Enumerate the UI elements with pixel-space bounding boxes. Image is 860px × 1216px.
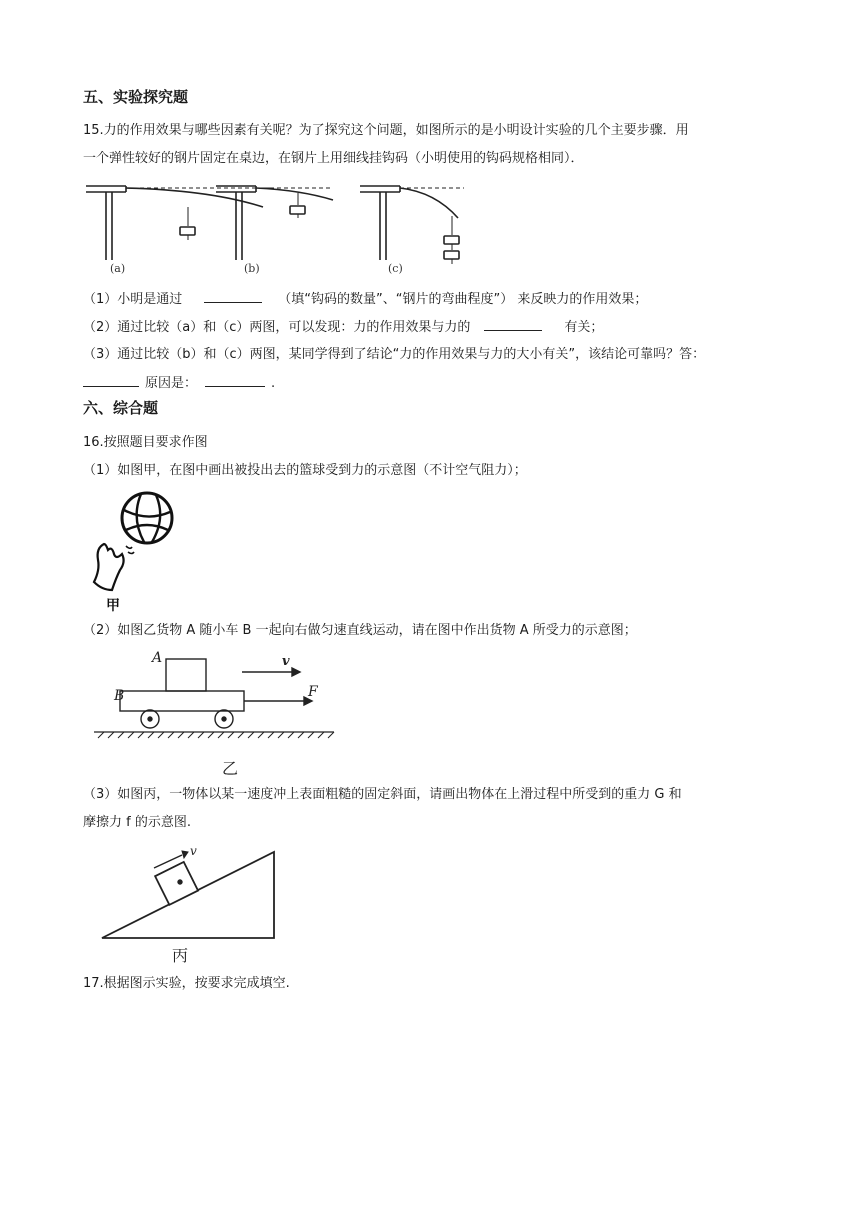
answer-blank-4[interactable] bbox=[205, 374, 265, 387]
figure-b-label: (b) bbox=[244, 262, 260, 275]
q16-part-2: （2）如图乙货物 A 随小车 B 一起向右做匀速直线运动，请在图中作出货物 A 所受力的示意图； bbox=[83, 623, 637, 638]
figure-a-label: (a) bbox=[110, 262, 126, 275]
cargo-a-label: A bbox=[152, 650, 163, 666]
figure-yi-label: 乙 bbox=[222, 759, 239, 778]
incline-velocity-v-label: v bbox=[190, 844, 197, 858]
incline-figure bbox=[98, 842, 288, 967]
figure-c-label: (c) bbox=[388, 262, 403, 275]
q15-sub-3-end: . bbox=[271, 376, 276, 391]
q16-title: 16.按照题目要求作图 bbox=[83, 435, 208, 450]
q15-line-2: 一个弹性较好的钢片固定在桌边，在钢片上用细线挂钩码（小明使用的钩码规格相同）． bbox=[83, 151, 584, 166]
figure-bing-label: 丙 bbox=[172, 946, 189, 965]
force-f-label: F bbox=[308, 684, 318, 700]
figure-c-drawing bbox=[360, 186, 464, 264]
q16-part-3-line-1: （3）如图丙，一物体以某一速度冲上表面粗糙的固定斜面，请画出物体在上滑过程中所受到的重力 G 和 bbox=[83, 787, 682, 802]
figure-b-drawing bbox=[216, 186, 333, 260]
q15-sub-1-prefix: （1）小明是通过 bbox=[83, 292, 183, 307]
cart-figure bbox=[94, 648, 344, 778]
q15-sub-3-line-2 bbox=[83, 374, 275, 393]
answer-blank-3[interactable] bbox=[83, 374, 139, 387]
q15-sub-3-line-1: （3）通过比较（b）和（c）两图，某同学得到了结论“力的作用效果与力的大小有关”，该结论可靠吗？答： bbox=[83, 347, 706, 362]
q15-sub-2-suffix: 有关； bbox=[564, 320, 604, 335]
q17-title: 17.根据图示实验，按要求完成填空. bbox=[83, 976, 290, 991]
q15-line-1: 15.力的作用效果与哪些因素有关呢？为了探究这个问题，如图所示的是小明设计实验的几个主要步骤．用 bbox=[83, 123, 689, 138]
section-5-title: 五、实验探究题 bbox=[83, 88, 189, 106]
q15-sub-1 bbox=[83, 290, 647, 309]
q15-sub-2-prefix: （2）通过比较（a）和（c）两图，可以发现：力的作用效果与力的 bbox=[83, 320, 471, 335]
q15-sub-1-suffix: （填“钩码的数量”、“钢片的弯曲程度”） 来反映力的作用效果； bbox=[278, 292, 648, 307]
answer-blank-1[interactable] bbox=[204, 290, 262, 303]
q15-sub-2 bbox=[83, 318, 603, 337]
section-6-title: 六、综合题 bbox=[83, 399, 159, 417]
figure-jia-label: 甲 bbox=[106, 598, 120, 614]
answer-blank-2[interactable] bbox=[484, 318, 542, 331]
basketball-figure bbox=[86, 490, 186, 615]
q16-part-1: （1）如图甲，在图中画出被投出去的篮球受到力的示意图（不计空气阻力）； bbox=[83, 463, 527, 478]
q16-part-3-line-2: 摩擦力 f 的示意图. bbox=[83, 815, 191, 830]
cart-b-label: B bbox=[114, 688, 125, 704]
q15-steel-strip-figure bbox=[80, 180, 480, 280]
velocity-v-label: v bbox=[282, 654, 290, 669]
q15-sub-3-reason-label: 原因是： bbox=[145, 376, 198, 391]
